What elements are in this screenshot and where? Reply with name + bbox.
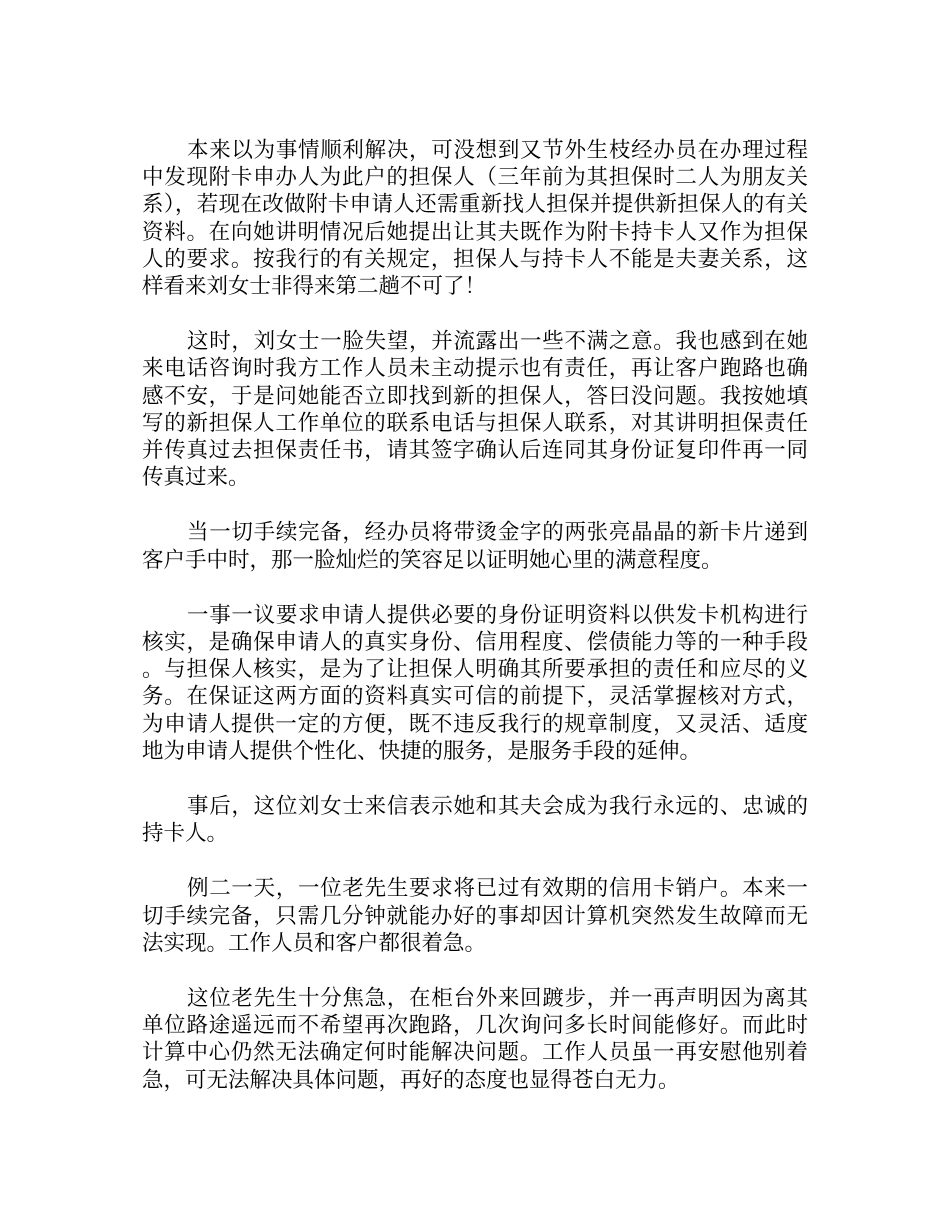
paragraph-2: 这时，刘女士一脸失望，并流露出一些不满之意。我也感到在她来电话咨询时我方工作人员未主动提示也有责任，再让客户跑路也确感不安，于是问她能否立即找到新的担保人，答曰没问题。我按她填写的新担保人工作单位的联系电话与担保人联系，对其讲明担保责任并传真过去担保责任书，请其签字确认后连同其身份证复印件再一同传真过来。	[142, 329, 808, 491]
paragraph-4: 一事一议要求申请人提供必要的身份证明资料以供发卡机构进行核实，是确保申请人的真实身份、信用程度、偿债能力等的一种手段。与担保人核实，是为了让担保人明确其所要承担的责任和应尽的义务。在保证这两方面的资料真实可信的前提下，灵活掌握核对方式，为申请人提供一定的方便，既不违反我行的规章制度，又灵活、适度地为申请人提供个性化、快捷的服务，是服务手段的延伸。	[142, 602, 808, 764]
paragraph-1: 本来以为事情顺利解决，可没想到又节外生枝经办员在办理过程中发现附卡申办人为此户的担保人（三年前为其担保时二人为朋友关系），若现在改做附卡申请人还需重新找人担保并提供新担保人的有关资料。在向她讲明情况后她提出让其夫既作为附卡持卡人又作为担保人的要求。按我行的有关规定，担保人与持卡人不能是夫妻关系，这样看来刘女士非得来第二趟不可了！	[142, 138, 808, 300]
paragraph-6: 例二一天，一位老先生要求将已过有效期的信用卡销户。本来一切手续完备，只需几分钟就能办好的事却因计算机突然发生故障而无法实现。工作人员和客户都很着急。	[142, 876, 808, 956]
paragraph-3: 当一切手续完备，经办员将带烫金字的两张亮晶晶的新卡片递到客户手中时，那一脸灿烂的笑容足以证明她心里的满意程度。	[142, 520, 808, 573]
paragraph-5: 事后，这位刘女士来信表示她和其夫会成为我行永远的、忠诚的持卡人。	[142, 794, 808, 847]
document-body	[142, 137, 808, 1122]
paragraph-7: 这位老先生十分焦急，在柜台外来回踱步，并一再声明因为离其单位路途遥远而不希望再次跑路，几次询问多长时间能修好。而此时计算中心仍然无法确定何时能解决问题。工作人员虽一再安慰他别着急，可无法解决具体问题，再好的态度也显得苍白无力。	[142, 986, 808, 1093]
